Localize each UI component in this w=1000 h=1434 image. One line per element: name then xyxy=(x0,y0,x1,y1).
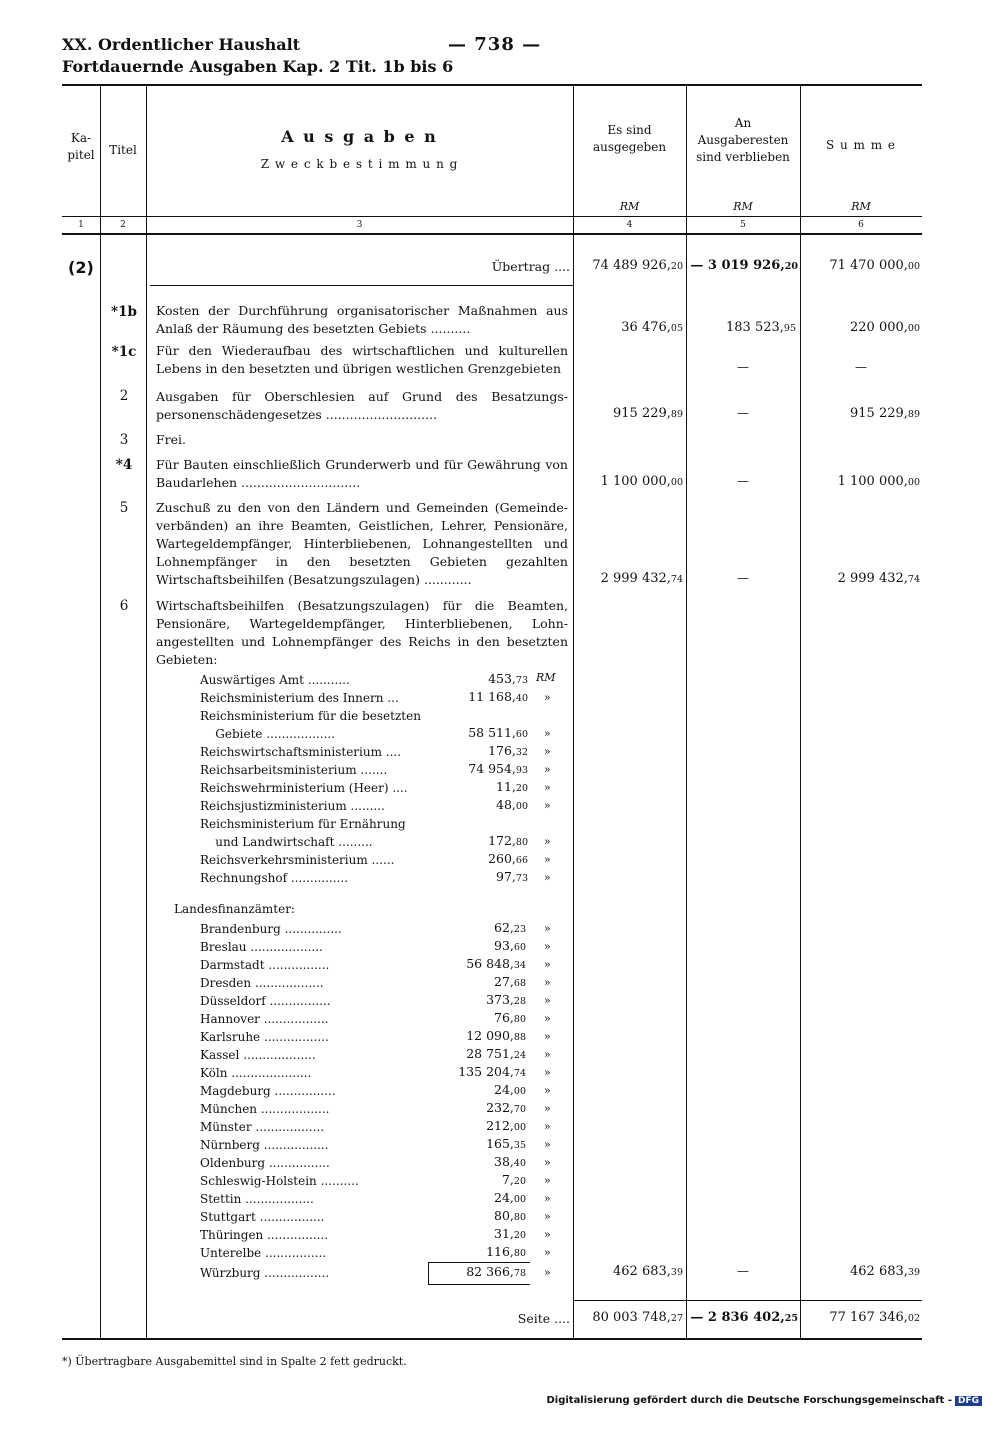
office-unit: » xyxy=(544,1120,551,1133)
header-titel: Titel xyxy=(109,143,137,157)
ministry-unit: RM xyxy=(536,671,556,684)
office-value: 165,35 xyxy=(486,1136,526,1151)
ministry-unit: » xyxy=(544,853,551,866)
uebertrag-summe: 71 470 000,00 xyxy=(829,258,920,273)
office-name: Dresden .................. xyxy=(200,976,324,990)
ministry-name: Reichsministerium für Ernährung xyxy=(200,817,406,831)
colnum-3: 3 xyxy=(356,220,363,230)
ministry-name: Reichsministerium für die besetzten xyxy=(200,709,421,723)
ministry-value: 74 954,93 xyxy=(468,761,528,776)
office-unit: » xyxy=(544,1156,551,1169)
table-bottom-rule xyxy=(62,1338,922,1340)
office-unit: » xyxy=(544,1138,551,1151)
row-1c-text: Für den Wiederaufbau des wirtschaftlichen und kulturellen Lebens in den besetzten und übrigen westlichen Grenzgebieten xyxy=(156,343,568,376)
office-name: Hannover ................. xyxy=(200,1012,329,1026)
colnum-4: 4 xyxy=(626,220,633,230)
office-value: 62,23 xyxy=(494,920,526,935)
ministry-unit: » xyxy=(544,745,551,758)
seite-label: Seite .... xyxy=(517,1311,570,1326)
ministry-value: 48,00 xyxy=(496,797,528,812)
sum-rule xyxy=(573,1300,922,1301)
office-name: Magdeburg ................ xyxy=(200,1084,336,1098)
page-subtitle: Fortdauernde Ausgaben Kap. 2 Tit. 1b bis 6 xyxy=(62,57,454,76)
unit-col-4: RM xyxy=(619,200,640,213)
header-summe: S u m m e xyxy=(825,138,897,152)
colnum-1: 1 xyxy=(78,220,84,230)
row-5-ausgegeben: 2 999 432,74 xyxy=(600,571,683,586)
office-value: 116,80 xyxy=(486,1244,526,1259)
office-name: Düsseldorf ................ xyxy=(200,994,331,1008)
office-name: Stuttgart ................. xyxy=(200,1210,325,1224)
dfg-logo: DFG xyxy=(955,1396,982,1406)
seite-reste: — 2 836 402,25 xyxy=(690,1310,798,1325)
subtotal-bracket xyxy=(428,1262,429,1284)
row-2-summe: 915 229,89 xyxy=(850,406,920,421)
ministry-value: 58 511,60 xyxy=(468,725,528,740)
header-ausgabereste: An Ausgaberesten sind verblieben xyxy=(696,116,790,164)
office-value: 27,68 xyxy=(494,974,526,989)
office-value: 24,00 xyxy=(494,1082,526,1097)
table-top-rule xyxy=(62,84,922,86)
office-unit: » xyxy=(544,1048,551,1061)
office-unit: » xyxy=(544,1246,551,1259)
office-unit: » xyxy=(544,1030,551,1043)
office-value: 82 366,78 xyxy=(466,1264,526,1279)
landesfinanzaemter-label: Landesfinanzämter: xyxy=(174,902,295,916)
office-value: 12 090,88 xyxy=(466,1028,526,1043)
titel-2: 2 xyxy=(119,388,129,404)
kapitel-number: (2) xyxy=(68,258,94,277)
ministry-unit: » xyxy=(544,799,551,812)
titel-1c: *1c xyxy=(111,344,137,360)
row-6-ausgegeben: 462 683,39 xyxy=(613,1264,683,1279)
row-4-reste-dash: — xyxy=(737,474,749,488)
footnote: *) Übertragbare Ausgabemittel sind in Spalte 2 fett gedruckt. xyxy=(62,1355,407,1368)
ministry-name: Reichswirtschaftsministerium .... xyxy=(200,745,402,759)
row-5-summe: 2 999 432,74 xyxy=(837,571,920,586)
colnum-6: 6 xyxy=(858,220,864,230)
uebertrag-rule xyxy=(150,285,573,286)
unit-col-6: RM xyxy=(851,200,871,213)
colnum-5: 5 xyxy=(740,220,746,230)
row-6-reste-dash: — xyxy=(737,1264,749,1278)
office-value: 7,20 xyxy=(501,1172,526,1187)
ministry-unit: » xyxy=(544,691,551,704)
office-unit: » xyxy=(544,1266,551,1279)
col-divider-2 xyxy=(146,84,147,1338)
header-bottom-rule xyxy=(62,233,922,235)
page-number: — 738 — xyxy=(448,34,542,55)
ministry-unit: » xyxy=(544,871,551,884)
section-heading xyxy=(62,34,453,78)
ministry-name: Reichsverkehrsministerium ...... xyxy=(200,853,395,867)
office-name: Würzburg ................. xyxy=(200,1266,330,1280)
subtotal-rule-bottom xyxy=(428,1284,530,1285)
office-unit: » xyxy=(544,1174,551,1187)
office-name: Oldenburg ................ xyxy=(200,1156,330,1170)
office-name: Darmstadt ................ xyxy=(200,958,330,972)
ministry-value: 260,66 xyxy=(488,851,528,866)
ministry-name: Reichswehrministerium (Heer) .... xyxy=(200,781,408,795)
ministry-value: 453,73 xyxy=(488,671,528,686)
uebertrag-label: Übertrag .... xyxy=(491,259,570,274)
row-1c-reste-dash: — xyxy=(737,360,749,374)
office-name: Thüringen ................ xyxy=(200,1228,329,1242)
office-value: 38,40 xyxy=(494,1154,526,1169)
section-title: XX. Ordentlicher Haushalt xyxy=(62,35,301,54)
office-value: 76,80 xyxy=(494,1010,526,1025)
titel-6: 6 xyxy=(119,598,129,614)
office-unit: » xyxy=(544,994,551,1007)
office-name: München .................. xyxy=(200,1102,330,1116)
office-unit: » xyxy=(544,958,551,971)
office-value: 93,60 xyxy=(494,938,526,953)
ministry-unit: » xyxy=(544,763,551,776)
office-unit: » xyxy=(544,976,551,989)
titel-1b: *1b xyxy=(111,304,137,320)
office-name: Münster .................. xyxy=(200,1120,325,1134)
office-value: 24,00 xyxy=(494,1190,526,1205)
row-5-text: Zuschuß zu den von den Ländern und Gemeinden (Gemeinde-verbänden) an ihre Beamten, Geistlichen, Lehrer, Pensionäre, Wartegeldempfänger, Hinterbliebenen, Lohnangestellten und Lohnempfänger in den besetzten Gebieten gezahlten Wirtschaftsbeihilfen (Besatzungszulagen) ............ xyxy=(156,500,568,587)
office-value: 31,20 xyxy=(494,1226,526,1241)
titel-4: *4 xyxy=(115,457,133,473)
row-5-reste-dash: — xyxy=(737,571,749,585)
ministry-value: 172,80 xyxy=(488,833,528,848)
ministry-unit: » xyxy=(544,727,551,740)
colnum-rule-top xyxy=(62,216,922,217)
ministry-name: Rechnungshof ............... xyxy=(200,871,349,885)
office-name: Kassel ................... xyxy=(200,1048,316,1062)
ministry-name: Reichsministerium des Innern ... xyxy=(200,691,399,705)
seite-summe: 77 167 346,02 xyxy=(829,1310,920,1325)
row-2-reste-dash: — xyxy=(737,406,749,420)
header-kapitel: Ka- pitel xyxy=(67,131,95,162)
office-unit: » xyxy=(544,1192,551,1205)
ministry-name: Auswärtiges Amt ........... xyxy=(200,673,350,687)
ministry-value: 176,32 xyxy=(488,743,528,758)
office-name: Schleswig-Holstein .......... xyxy=(200,1174,359,1188)
office-name: Köln ..................... xyxy=(200,1066,312,1080)
row-1b-reste: 183 523,95 xyxy=(726,320,796,335)
office-unit: » xyxy=(544,922,551,935)
row-1c-summe-dash: — xyxy=(855,360,867,374)
titel-3: 3 xyxy=(119,432,129,448)
row-1b-text: Kosten der Durchführung organisatorischer Maßnahmen aus Anlaß der Räumung des besetzten Gebiets .......... xyxy=(156,303,568,336)
row-1b-summe: 220 000,00 xyxy=(850,320,920,335)
uebertrag-ausgegeben: 74 489 926,20 xyxy=(592,258,683,273)
row-4-ausgegeben: 1 100 000,00 xyxy=(600,474,683,489)
header-ausgegeben: Es sind ausgegeben xyxy=(592,123,667,154)
office-name: Breslau ................... xyxy=(200,940,323,954)
row-4-summe: 1 100 000,00 xyxy=(837,474,920,489)
ministry-name: Gebiete .................. xyxy=(200,727,335,741)
office-name: Karlsruhe ................. xyxy=(200,1030,329,1044)
uebertrag-reste: — 3 019 926,20 xyxy=(690,258,798,273)
office-name: Brandenburg ............... xyxy=(200,922,342,936)
header-zweckbestimmung: Z w e c k b e s t i m m u n g xyxy=(260,157,459,171)
col-divider-1 xyxy=(100,84,101,1338)
office-value: 28 751,24 xyxy=(466,1046,526,1061)
ministry-unit: » xyxy=(544,835,551,848)
row-2-text: Ausgaben für Oberschlesien auf Grund des Besatzungs-personenschädengesetzes ............................ xyxy=(156,389,568,422)
office-value: 232,70 xyxy=(486,1100,526,1115)
office-unit: » xyxy=(544,1084,551,1097)
ministry-value: 11 168,40 xyxy=(468,689,528,704)
office-name: Stettin .................. xyxy=(200,1192,314,1206)
row-3-text: Frei. xyxy=(156,432,187,447)
ministry-value: 97,73 xyxy=(496,869,528,884)
row-6-summe: 462 683,39 xyxy=(850,1264,920,1279)
seite-ausgegeben: 80 003 748,27 xyxy=(592,1310,683,1325)
unit-col-5: RM xyxy=(733,200,753,213)
row-2-ausgegeben: 915 229,89 xyxy=(613,406,683,421)
ministry-value: 11,20 xyxy=(496,779,528,794)
ministry-name: Reichsjustizministerium ......... xyxy=(200,799,385,813)
office-value: 56 848,34 xyxy=(466,956,526,971)
ministry-name: und Landwirtschaft ......... xyxy=(200,835,373,849)
office-name: Unterelbe ................ xyxy=(200,1246,327,1260)
office-unit: » xyxy=(544,1210,551,1223)
ministry-name: Reichsarbeitsministerium ....... xyxy=(200,763,388,777)
office-unit: » xyxy=(544,1012,551,1025)
office-value: 80,80 xyxy=(494,1208,526,1223)
titel-5: 5 xyxy=(119,500,129,516)
colnum-2: 2 xyxy=(120,220,126,230)
subtotal-rule-top xyxy=(428,1262,530,1263)
header-ausgaben: A u s g a b e n xyxy=(281,127,438,146)
row-6-text: Wirtschaftsbeihilfen (Besatzungszulagen) für die Beamten, Pensionäre, Wartegeldempfänger, Hinterbliebenen, Lohn-angestellten und Lohnempfänger des Reichs in den besetzten Gebieten: xyxy=(156,598,568,667)
row-1b-ausgegeben: 36 476,05 xyxy=(621,320,683,335)
office-unit: » xyxy=(544,940,551,953)
office-value: 373,28 xyxy=(486,992,526,1007)
ministry-unit: » xyxy=(544,781,551,794)
office-unit: » xyxy=(544,1228,551,1241)
office-unit: » xyxy=(544,1102,551,1115)
office-value: 135 204,74 xyxy=(458,1064,526,1079)
office-name: Nürnberg ................. xyxy=(200,1138,329,1152)
row-4-text: Für Bauten einschließlich Grunderwerb und für Gewährung von Baudarlehen .............................. xyxy=(156,457,568,490)
digitization-credit: Digitalisierung gefördert durch die Deutsche Forschungsgemeinschaft - DFG xyxy=(546,1395,982,1406)
office-value: 212,00 xyxy=(486,1118,526,1133)
office-unit: » xyxy=(544,1066,551,1079)
